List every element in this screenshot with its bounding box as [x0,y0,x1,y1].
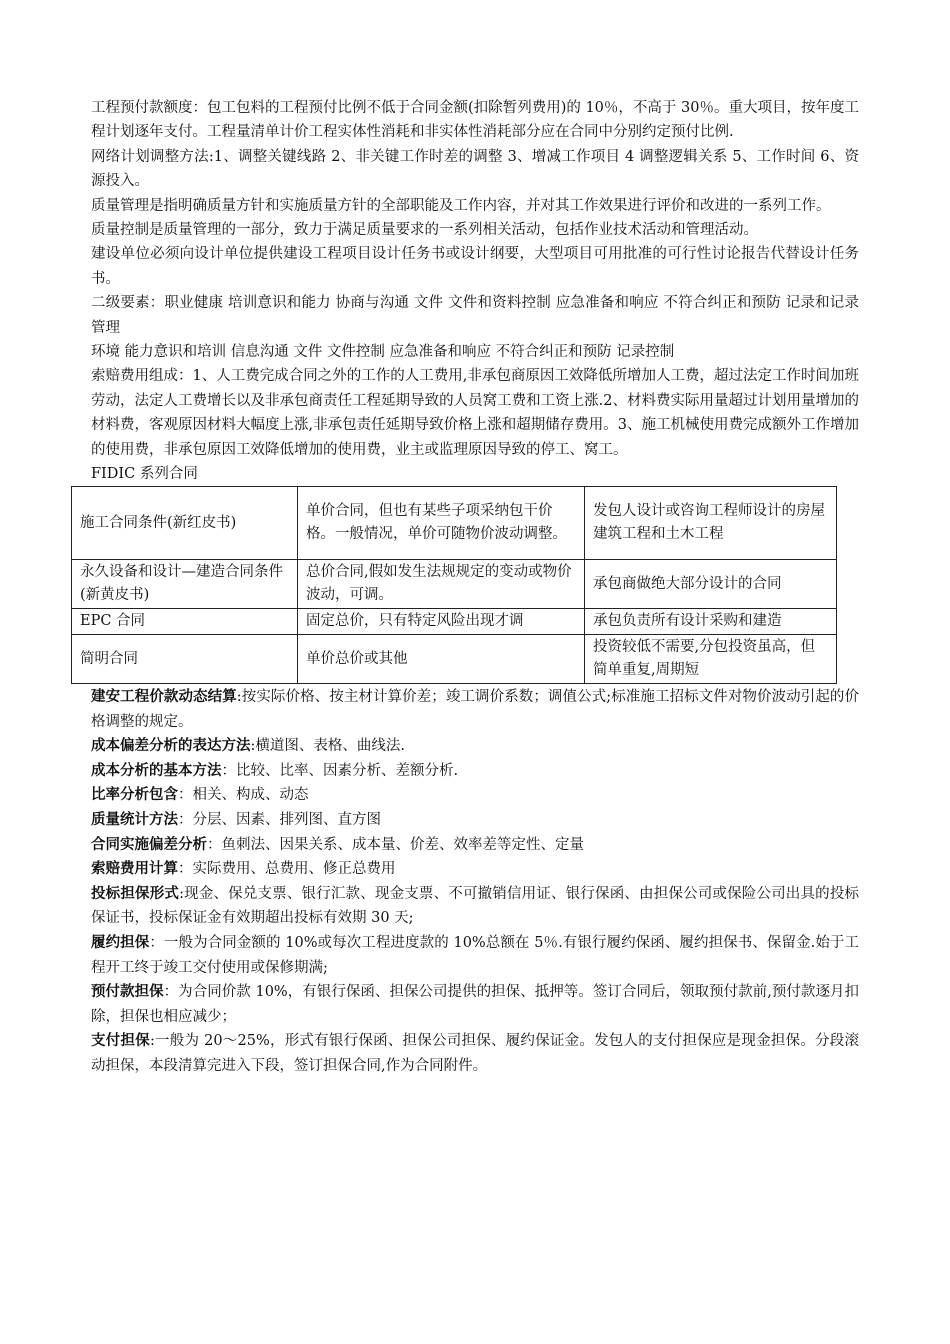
paragraph-network-plan: 网络计划调整方法:1、调整关键线路 2、非关键工作时差的调整 3、增减工作项目 4 调整逻辑关系 5、工作时间 6、资源投入。 [91,148,859,190]
term-claim-calculation [91,857,859,882]
term-label: 预付款担保 [91,983,164,1001]
scope-cell: 发包人设计或咨询工程师设计的房屋建筑工程和土木工程 [585,487,837,560]
paragraph-secondary-elements: 二级要素：职业健康 培训意识和能力 协商与沟通 文件 文件和资料控制 应急准备和响应 不符合纠正和预防 记录和记录管理 [91,295,859,336]
term-label: 质量统计方法 [91,811,178,829]
term-text: ：鱼刺法、因果关系、成本量、价差、效率差等定性、定量 [207,836,584,853]
scope-cell: 承包商做绝大部分设计的合同 [585,560,837,609]
term-label: 支付担保 [91,1032,150,1050]
pricing-cell: 总价合同,假如发生法规规定的变动或物价波动，可调。 [298,560,585,609]
contract-name-cell: 施工合同条件(新红皮书) [72,487,298,560]
table-row [72,560,837,609]
term-payment-guarantee [91,1029,859,1078]
terms-section [91,685,859,1079]
table-row [72,487,837,560]
term-text: :一般为 20～25%，形式有银行保函、担保公司担保、履约保证金。发包人的支付担保应是现金担保。分段滚动担保，本段清算完进入下段，签订担保合同,作为合同附件。 [91,1033,860,1074]
pricing-cell: 单价合同，但也有某些子项采纳包干价格。一般情况，单价可随物价波动调整。 [298,487,585,560]
term-ratio-analysis [91,783,859,808]
term-label: 成本分析的基本方法 [91,761,222,779]
term-text: :按实际价格、按主材计算价差；竣工调价系数；调值公式;标准施工招标文件对物价波动引起的价格调整的规定。 [91,689,859,730]
table-row [72,609,837,635]
term-text: :现金、保兑支票、银行汇款、现金支票、不可撤销信用证、银行保函、由担保公司或保险公司出具的投标保证书，投标保证金有效期超出投标有效期 30 天; [91,885,860,927]
term-text: ：实际费用、总费用、修正总费用 [178,861,396,878]
contract-name-cell: 永久设备和设计—建造合同条件(新黄皮书) [72,560,298,609]
table-row [72,635,837,684]
paragraph-quality-management: 质量管理是指明确质量方针和实施质量方针的全部职能及工作内容，并对其工作效果进行评价和改进的一系列工作。 [91,197,831,214]
paragraph-design-brief: 建设单位必须向设计单位提供建设工程项目设计任务书或设计纲要，大型项目可用批准的可行性讨论报告代替设计任务书。 [91,246,859,287]
term-text: ：分层、因素、排列图、直方图 [178,812,381,829]
contract-name-cell: 简明合同 [72,635,298,684]
term-label: 合同实施偏差分析 [91,835,207,853]
term-text: ：相关、构成、动态 [178,787,309,804]
scope-cell: 承包负责所有设计采购和建造 [585,609,837,635]
term-text: ：一般为合同金额的 10%或每次工程进度款的 10%总额在 5％.有银行履约保函、履约担保书、保留金.始于工程开工终于竣工交付使用或保修期满; [91,935,859,976]
paragraph-quality-control: 质量控制是质量管理的一部分，致力于满足质量要求的一系列相关活动，包括作业技术活动和管理活动。 [91,222,758,239]
term-performance-guarantee [91,931,859,980]
scope-cell: 投资较低不需要,分包投资虽高，但简单重复,周期短 [585,635,837,684]
pricing-cell: 单价总价或其他 [298,635,585,684]
term-label: 建安工程价款动态结算 [91,688,237,706]
term-bid-guarantee [91,882,859,931]
paragraph-claim-costs: 索赔费用组成：1、人工费完成合同之外的工作的人工费用,非承包商原因工效降低所增加人工费，超过法定工作时间加班劳动，法定人工费增长以及非承包商责任工程延期导致的人员窝工费和工资上涨.2、材料费实际用量超过计划用量增加的材料费，客观原因材料大幅度上涨,非承包责任延期导致价格上涨和超期储存费用。3、施工机械使用费完成额外工作增加的使用费，非承包原因工效降低增加的使用费，业主或监理原因导致的停工、窝工。 [91,368,859,458]
term-label: 比率分析包含 [91,786,178,804]
term-cost-deviation [91,734,859,759]
term-contract-deviation [91,833,859,858]
term-label: 投标担保形式 [91,884,180,902]
fidic-table [71,486,837,684]
term-quality-statistics [91,808,859,833]
paragraph-advance-payment: 工程预付款额度：包工包料的工程预付比例不低于合同金额(扣除暂列费用)的 10％，不高于 30％。重大项目，按年度工程计划逐年支付。工程量清单计价工程实体性消耗和非实体性消耗部分应在合同中分别约定预付比例. [91,100,859,141]
term-text: ：为合同价款 10%，有银行保函、担保公司提供的担保、抵押等。签订合同后，领取预付款前,预付款逐月扣除，担保也相应减少； [91,984,859,1025]
term-cost-analysis [91,759,859,784]
term-label: 履约担保 [91,934,150,952]
term-text: :横道图、表格、曲线法. [250,738,405,755]
term-label: 索赔费用计算 [91,860,178,878]
intro-section [91,96,859,462]
document-page [80,96,860,1079]
term-label: 成本偏差分析的表达方法 [91,737,251,755]
term-advance-payment-guarantee [91,980,859,1029]
paragraph-environment: 环境 能力意识和培训 信息沟通 文件 文件控制 应急准备和响应 不符合纠正和预防 记录控制 [91,344,675,361]
term-text: ：比较、比率、因素分析、差额分析. [221,762,459,779]
fidic-title: FIDIC 系列合同 [91,466,198,483]
pricing-cell: 固定总价，只有特定风险出现才调 [298,609,585,635]
term-dynamic-settlement [91,685,859,734]
contract-name-cell: EPC 合同 [72,609,298,635]
